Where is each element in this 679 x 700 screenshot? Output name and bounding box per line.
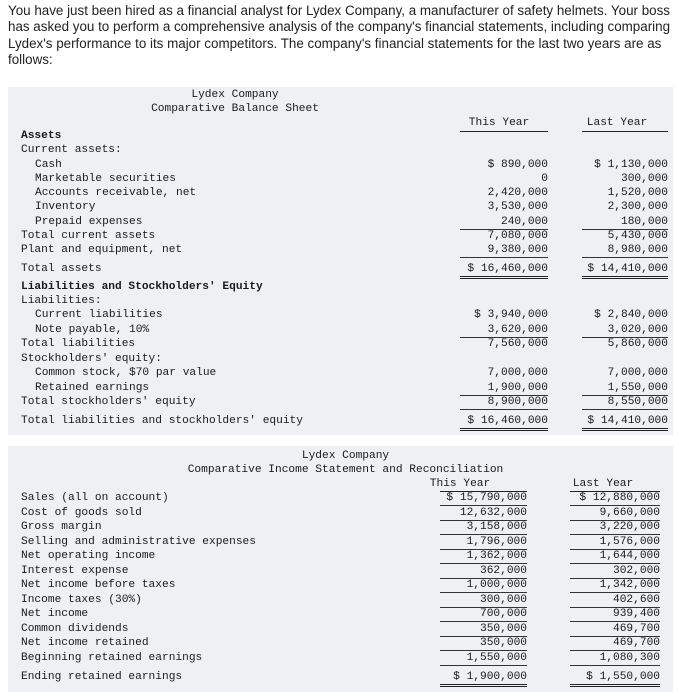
column-header-rule bbox=[440, 491, 527, 492]
row-rule bbox=[570, 505, 660, 506]
balance-sheet-row-label: Note payable, 10% bbox=[35, 324, 150, 336]
income-statement-this-year-value: 12,632,000 bbox=[459, 507, 527, 519]
income-statement-this-year-value: $ 1,900,000 bbox=[453, 671, 527, 683]
income-statement-row-label: Selling and administrative expenses bbox=[21, 536, 256, 548]
income-statement-last-year-value: 1,644,000 bbox=[599, 550, 660, 562]
total-rule bbox=[460, 257, 548, 258]
balance-sheet-row-label: Marketable securities bbox=[35, 173, 176, 185]
income-statement-last-year-value: 1,576,000 bbox=[599, 536, 660, 548]
problem-intro: You have just been hired as a financial analyst for Lydex Company, a manufacturer of safety helmets. Your boss has asked you to perform a comprehensive analysis of the company's financial statements, including comparing Lydex's performance to its major competitors. The company's financial statements for the last two years are as follows: bbox=[8, 3, 671, 68]
row-rule bbox=[570, 592, 660, 593]
row-rule bbox=[570, 563, 660, 564]
income-statement-row-label: Interest expense bbox=[21, 565, 129, 577]
balance-sheet-this-year-value: $ 16,460,000 bbox=[467, 415, 548, 427]
income-statement-this-year-value: 1,362,000 bbox=[466, 550, 527, 562]
income-statement-row-label: Cost of goods sold bbox=[21, 507, 142, 519]
income-statement-this-year-value: 700,000 bbox=[480, 608, 527, 620]
balance-sheet-row-label: Total liabilities and stockholders' equity bbox=[21, 415, 303, 427]
income-statement-this-year-value: 350,000 bbox=[480, 623, 527, 635]
balance-sheet-this-year-value: 7,560,000 bbox=[487, 338, 548, 350]
column-header-rule bbox=[570, 491, 660, 492]
balance-sheet-this-year-value: 1,900,000 bbox=[487, 382, 548, 394]
balance-sheet-row-label: Total assets bbox=[21, 263, 102, 275]
income-statement-last-year-value: 1,080,300 bbox=[599, 652, 660, 664]
income-statement-row-label: Ending retained earnings bbox=[21, 671, 183, 683]
balance-sheet-row-label: Plant and equipment, net bbox=[21, 244, 183, 256]
row-rule bbox=[440, 650, 527, 651]
row-rule bbox=[570, 621, 660, 622]
balance-sheet-row-label: Total current assets bbox=[21, 230, 156, 242]
income-statement-row-label: Income taxes (30%) bbox=[21, 594, 142, 606]
balance-sheet-last-year-value: 8,980,000 bbox=[607, 244, 668, 256]
income-statement-title: Comparative Income Statement and Reconciliation bbox=[187, 464, 504, 476]
balance-sheet-last-year-value: 5,430,000 bbox=[607, 230, 668, 242]
balance-sheet-row-label: Total liabilities bbox=[21, 338, 136, 350]
income-statement-last-year-value: 469,700 bbox=[613, 637, 660, 649]
balance-sheet-last-year-value: 2,300,000 bbox=[607, 201, 668, 213]
balance-sheet-last-year-value: $ 1,130,000 bbox=[594, 159, 668, 171]
balance-sheet-row-label: Inventory bbox=[35, 201, 96, 213]
income-statement-last-year-value: $ 12,880,000 bbox=[579, 492, 660, 504]
column-header-rule bbox=[460, 131, 548, 132]
income-statement-this-year-value: 1,000,000 bbox=[466, 579, 527, 591]
row-rule bbox=[570, 665, 660, 666]
balance-sheet-title: Comparative Balance Sheet bbox=[151, 103, 319, 115]
double-underline bbox=[460, 276, 548, 279]
row-rule bbox=[440, 592, 527, 593]
income-statement-row-label: Common dividends bbox=[21, 623, 129, 635]
row-rule bbox=[570, 534, 660, 535]
balance-sheet-row-label: Accounts receivable, net bbox=[35, 187, 197, 199]
balance-sheet-row-label: Liabilities: bbox=[21, 295, 102, 307]
income-statement-this-year-value: 1,796,000 bbox=[466, 536, 527, 548]
income-statement-row-label: Net income retained bbox=[21, 637, 149, 649]
row-rule bbox=[440, 534, 527, 535]
income-statement-this-year-value: 350,000 bbox=[480, 637, 527, 649]
income-statement-this-year-value: 1,550,000 bbox=[466, 652, 527, 664]
income-statement-last-year-value: 939,400 bbox=[613, 608, 660, 620]
balance-sheet-this-year-value: 3,530,000 bbox=[487, 201, 548, 213]
income-statement-col-this-year: This Year bbox=[429, 478, 491, 490]
income-statement-company: Lydex Company bbox=[301, 450, 390, 462]
income-statement-this-year-value: 300,000 bbox=[480, 594, 527, 606]
income-statement-row-label: Sales (all on account) bbox=[21, 492, 169, 504]
balance-sheet-row-label: Assets bbox=[21, 130, 62, 142]
total-rule bbox=[460, 409, 548, 410]
income-statement-row-label: Beginning retained earnings bbox=[21, 652, 203, 664]
income-statement-row-label: Gross margin bbox=[21, 521, 102, 533]
balance-sheet-row-label: Total stockholders' equity bbox=[21, 396, 196, 408]
income-statement-last-year-value: 3,220,000 bbox=[599, 521, 660, 533]
total-rule bbox=[582, 409, 668, 410]
balance-sheet-last-year-value: 8,550,000 bbox=[607, 396, 668, 408]
balance-sheet-last-year-value: $ 2,840,000 bbox=[594, 309, 668, 321]
balance-sheet-this-year-value: 7,000,000 bbox=[487, 367, 548, 379]
income-statement-this-year-value: $ 15,790,000 bbox=[446, 492, 527, 504]
income-statement-col-last-year: Last Year bbox=[572, 478, 634, 490]
balance-sheet-last-year-value: 300,000 bbox=[621, 173, 668, 185]
balance-sheet-this-year-value: 0 bbox=[541, 173, 548, 185]
balance-sheet-row-label: Current liabilities bbox=[35, 309, 163, 321]
balance-sheet-last-year-value: 3,020,000 bbox=[607, 324, 668, 336]
balance-sheet-this-year-value: $ 16,460,000 bbox=[467, 263, 548, 275]
row-rule bbox=[570, 650, 660, 651]
income-statement-last-year-value: 302,000 bbox=[613, 565, 660, 577]
income-statement-last-year-value: $ 1,550,000 bbox=[586, 671, 660, 683]
balance-sheet-col-this-year: This Year bbox=[468, 117, 530, 129]
income-statement-this-year-value: 362,000 bbox=[480, 565, 527, 577]
double-underline bbox=[582, 276, 668, 279]
income-statement-row-label: Net operating income bbox=[21, 550, 156, 562]
income-statement-last-year-value: 469,700 bbox=[613, 623, 660, 635]
row-rule bbox=[440, 621, 527, 622]
balance-sheet-this-year-value: $ 890,000 bbox=[487, 159, 548, 171]
balance-sheet-last-year-value: $ 14,410,000 bbox=[587, 415, 668, 427]
balance-sheet-row-label: Common stock, $70 par value bbox=[35, 367, 217, 379]
balance-sheet-last-year-value: 1,520,000 bbox=[607, 187, 668, 199]
balance-sheet-this-year-value: 3,620,000 bbox=[487, 324, 548, 336]
row-rule bbox=[440, 665, 527, 666]
balance-sheet-row-label: Current assets: bbox=[21, 144, 122, 156]
double-underline bbox=[570, 684, 660, 687]
total-rule bbox=[582, 257, 668, 258]
balance-sheet-row-label: Retained earnings bbox=[35, 382, 150, 394]
balance-sheet-last-year-value: $ 14,410,000 bbox=[587, 263, 668, 275]
balance-sheet-panel bbox=[8, 87, 673, 435]
income-statement-last-year-value: 9,660,000 bbox=[599, 507, 660, 519]
income-statement-this-year-value: 3,158,000 bbox=[466, 521, 527, 533]
balance-sheet-row-label: Prepaid expenses bbox=[35, 216, 143, 228]
balance-sheet-this-year-value: 240,000 bbox=[501, 216, 548, 228]
balance-sheet-last-year-value: 5,860,000 bbox=[607, 338, 668, 350]
balance-sheet-row-label: Stockholders' equity: bbox=[21, 353, 162, 365]
balance-sheet-last-year-value: 180,000 bbox=[621, 216, 668, 228]
double-underline bbox=[440, 684, 527, 687]
balance-sheet-row-label: Cash bbox=[35, 159, 62, 171]
balance-sheet-this-year-value: $ 3,940,000 bbox=[474, 309, 548, 321]
balance-sheet-company: Lydex Company bbox=[191, 89, 279, 101]
income-statement-last-year-value: 1,342,000 bbox=[599, 579, 660, 591]
balance-sheet-this-year-value: 7,080,000 bbox=[487, 230, 548, 242]
balance-sheet-this-year-value: 2,420,000 bbox=[487, 187, 548, 199]
column-header-rule bbox=[582, 131, 668, 132]
double-underline bbox=[460, 428, 548, 431]
income-statement-row-label: Net income bbox=[21, 608, 89, 620]
income-statement-last-year-value: 402,600 bbox=[613, 594, 660, 606]
row-rule bbox=[440, 563, 527, 564]
balance-sheet-this-year-value: 8,900,000 bbox=[487, 396, 548, 408]
balance-sheet-this-year-value: 9,380,000 bbox=[487, 244, 548, 256]
income-statement-row-label: Net income before taxes bbox=[21, 579, 176, 591]
balance-sheet-last-year-value: 1,550,000 bbox=[607, 382, 668, 394]
row-rule bbox=[440, 505, 527, 506]
balance-sheet-col-last-year: Last Year bbox=[586, 117, 648, 129]
double-underline bbox=[582, 428, 668, 431]
income-statement-panel bbox=[8, 446, 673, 692]
balance-sheet-row-label: Liabilities and Stockholders' Equity bbox=[21, 281, 263, 293]
balance-sheet-last-year-value: 7,000,000 bbox=[607, 367, 668, 379]
